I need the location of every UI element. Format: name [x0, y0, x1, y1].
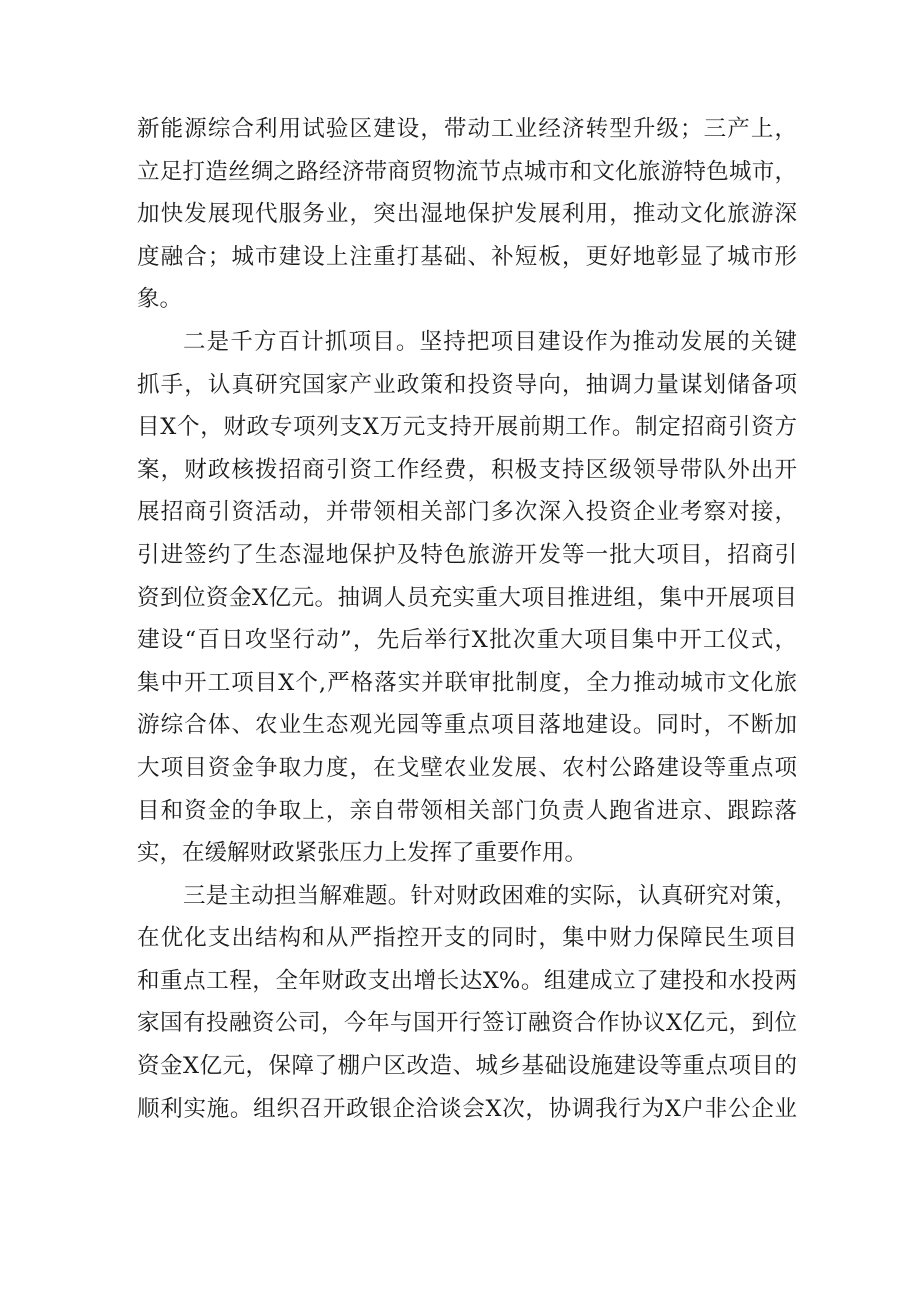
text-line: 资金X亿元，保障了棚户区改造、城乡基础设施建设等重点项目的 [137, 1053, 797, 1080]
text-line: 在优化支出结构和从严指控开支的同时，集中财力保障民生项目 [137, 925, 797, 952]
text-line: 抓手，认真研究国家产业政策和投资导向，抽调力量谋划储备项 [137, 371, 797, 398]
text-line: 目X个，财政专项列支X万元支持开展前期工作。制定招商引资方 [137, 414, 797, 441]
text-line: 三是主动担当解难题。针对财政困难的实际，认真研究对策， [183, 882, 797, 909]
text-line: 集中开工项目X个,严格落实并联审批制度，全力推动城市文化旅 [137, 669, 797, 696]
text-line: 目和资金的争取上，亲自带领相关部门负责人跑省进京、跟踪落 [137, 797, 797, 824]
text-line: 二是千方百计抓项目。坚持把项目建设作为推动发展的关键 [183, 328, 797, 355]
paragraph-2 [137, 321, 797, 875]
text-line: 象。 [137, 286, 183, 313]
text-line: 展招商引资活动，并带领相关部门多次深入投资企业考察对接， [137, 499, 797, 526]
body-text [137, 108, 797, 1130]
paragraph-1 [137, 108, 797, 321]
text-line: 资到位资金X亿元。抽调人员充实重大项目推进组，集中开展项目 [137, 584, 797, 611]
text-line: 新能源综合利用试验区建设，带动工业经济转型升级；三产上， [137, 116, 797, 142]
text-line: 游综合体、农业生态观光园等重点项目落地建设。同时，不断加 [137, 712, 797, 739]
text-line: 家国有投融资公司，今年与国开行签订融资合作协议X亿元，到位 [137, 1010, 797, 1037]
text-line: 实，在缓解财政紧张压力上发挥了重要作用。 [137, 840, 588, 867]
paragraph-3 [137, 875, 797, 1131]
text-line: 大项目资金争取力度，在戈壁农业发展、农村公路建设等重点项 [137, 754, 797, 781]
text-line: 建设“百日攻坚行动”，先后举行X批次重大项目集中开工仪式， [137, 627, 797, 654]
text-line: 引进签约了生态湿地保护及特色旅游开发等一批大项目，招商引 [137, 541, 797, 568]
text-line: 和重点工程，全年财政支出增长达X%。组建成立了建投和水投两 [137, 967, 797, 994]
text-line: 加快发展现代服务业，突出湿地保护发展利用，推动文化旅游深 [137, 201, 797, 228]
text-line: 度融合；城市建设上注重打基础、补短板，更好地彰显了城市形 [137, 243, 797, 270]
text-line: 顺利实施。组织召开政银企洽谈会X次，协调我行为X户非公企业 [137, 1095, 797, 1122]
text-line: 立足打造丝绸之路经济带商贸物流节点城市和文化旅游特色城市， [137, 158, 797, 185]
text-line: 案，财政核拨招商引资工作经费，积极支持区级领导带队外出开 [137, 456, 797, 483]
